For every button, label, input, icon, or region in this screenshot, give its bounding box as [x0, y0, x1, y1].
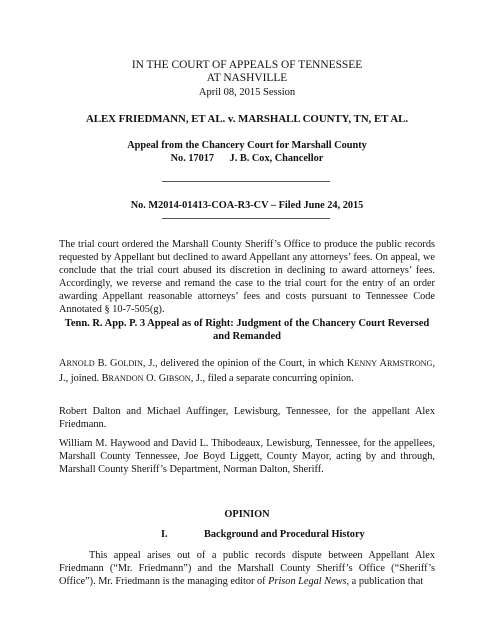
court-header: [59, 59, 435, 99]
court-location: AT NASHVILLE: [206, 72, 288, 85]
case-number-judge: [59, 152, 435, 165]
session-date: April 08, 2015 Session: [198, 86, 296, 98]
counsel-appellant: Robert Dalton and Michael Auffinger, Lewisburg, Tennessee, for the appellant Alex Friedmann.: [59, 406, 435, 431]
divider-bottom: [162, 218, 330, 219]
judgment-heading: [59, 317, 435, 343]
opinion-paragraph: This appeal arises out of a public records dispute between Appellant Alex Friedmann (“Mr. Friedmann”) and the Marshall County Sheriff’s Office (“Sheriff’s Office”). Mr. Friedmann is the managing editor of Prison Legal News, a publication that: [59, 550, 435, 588]
judgment-line-2: and Remanded: [213, 331, 281, 343]
publication-name: Prison Legal News: [268, 576, 347, 588]
section-title: Background and Procedural History: [204, 529, 365, 540]
trial-case-number: No. 17017: [170, 153, 215, 165]
chancellor: J. B. Cox, Chancellor: [229, 153, 324, 165]
judgment-line-1: Tenn. R. App. P. 3 Appeal as of Right: Judgment of the Chancery Court Reversed: [64, 318, 430, 329]
opinion-heading: OPINION: [224, 509, 270, 520]
author-name: ARNOLD B. GOLDIN: [59, 358, 143, 369]
appeal-from: Appeal from the Chancery Court for Marshall County: [127, 140, 367, 151]
authorship-paragraph: ARNOLD B. GOLDIN, J., delivered the opinion of the Court, in which KENNY ARMSTRONG, J., joined. BRANDON O. GIBSON, J., filed a separate concurring opinion.: [59, 358, 436, 384]
concurring-judge: BRANDON O. GIBSON: [101, 372, 191, 384]
counsel-appellees: William M. Haywood and David L. Thibodeaux, Lewisburg, Tennessee, for the appellees, Marshall County Tennessee, Joe Boyd Liggett, County Mayor, acting by and through, Marshall County Sheriff’s Department, Norman Dalton, Sheriff.: [59, 438, 435, 476]
docket-number: No. M2014-01413-COA-R3-CV – Filed June 24, 2015: [130, 200, 364, 211]
summary-paragraph: The trial court ordered the Marshall County Sheriff’s Office to produce the public records requested by Appellant but declined to award Appellant any attorneys’ fees. On appeal, we conclude that the trial court abused its discretion in declining to award attorneys’ fees. Accordingly, we reverse and remand the case to the trial court for the entry of an order awarding Appellant reasonable attorneys’ fees and costs pursuant to Tennessee Code Annotated § 10-7-505(g).: [59, 239, 435, 316]
divider-top: [162, 181, 330, 182]
appeal-info: [59, 139, 435, 165]
case-title: ALEX FRIEDMANN, ET AL. v. MARSHALL COUNTY, TN, ET AL.: [85, 113, 409, 125]
court-name: IN THE COURT OF APPEALS OF TENNESSEE: [131, 59, 363, 71]
joined-judge: KENNY ARMSTRONG: [346, 358, 433, 369]
section-number: I.: [161, 529, 168, 540]
